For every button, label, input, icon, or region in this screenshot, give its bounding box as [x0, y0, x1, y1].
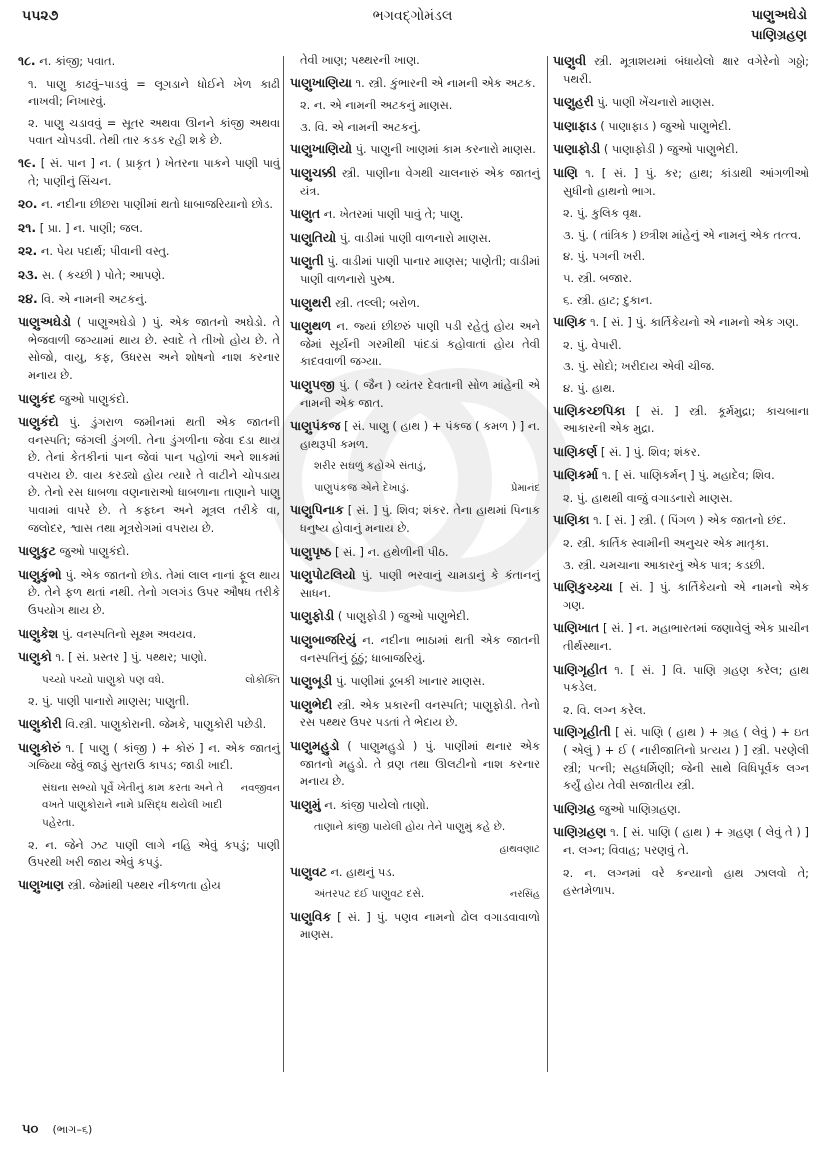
- headword: પાણુપૃષ્ઠ: [290, 543, 332, 559]
- definition: ( પાણુમહુડો ) પું. પાણીમાં થનાર એક જાતનો મહુડો. તે વ્રણ તથા ઊલટીનો નાશ કરનાર મનાય છે.: [300, 739, 540, 789]
- dictionary-entry: [553, 661, 809, 697]
- headword: પાણિગ્રહ: [553, 800, 596, 816]
- definition: સ્ત્રી. જેમાંથી પથ્થર નીકળતા હોય: [67, 877, 221, 892]
- headword: પાણુમહુડો: [290, 738, 340, 753]
- sub-sense: ૬. સ્ત્રી. હાટ; દુકાન.: [563, 292, 653, 307]
- definition: [ સં. પાન ] ન. ( પ્રાકૃત ) ખેતરના પાકને પાણી પાવું તે; પાણીનું સિંચન.: [28, 155, 280, 188]
- dictionary-entry: [290, 796, 540, 815]
- column-middle: [290, 52, 540, 949]
- sub-sense: ૪. પું. હાથ.: [563, 380, 616, 395]
- definition: પું. ( જૈન ) વ્યંતર દેવતાની સોળ માંહેની એ નામની એક જાત.: [300, 377, 540, 410]
- headword: પાણુહરી: [553, 94, 594, 110]
- definition: વિ. એ નામની અટકનું.: [41, 291, 148, 306]
- definition: [ સં. પાણુ ( હાથ ) + પંકજ ( કમળ ) ] ન. હાથરૂપી કમળ.: [300, 419, 540, 451]
- guide-word-first: પાણુઅઘેડો: [751, 8, 807, 23]
- headword: પાણિક: [553, 314, 587, 330]
- headword: પાણાફાડ: [553, 117, 597, 133]
- dictionary-entry: [553, 140, 809, 159]
- sub-sense: ૨. વિ. લગ્ન કરેલ.: [563, 702, 647, 717]
- sub-sense: ૩. સ્ત્રી. ચમચાના આકારનું એક પાત્ર; કડછી.: [563, 557, 766, 572]
- guide-words: [751, 6, 807, 46]
- definition: ૧. [ સં. ] વિ. પાણિ ગ્રહણ કરેલ; હાથ પકડેલ.: [563, 662, 809, 695]
- headword: પાણુકંદ: [18, 390, 56, 406]
- dictionary-entry: [18, 313, 280, 384]
- definition: [ સં. ] પું. શિવ; શંકર. તેના હાથમાં પિનાક ધનુષ્ય હોવાનું મનાય છે.: [300, 503, 541, 536]
- citation: [290, 458, 540, 476]
- dictionary-entry: [290, 672, 540, 691]
- definition: સ્ત્રી. એક પ્રકારની વનસ્પતિ; પાણુફોડી. તેનો રસ પથ્થર ઉપર પડતાં તે ભેદાય છે.: [300, 697, 540, 730]
- headword: પાણુબાજરિયું: [290, 632, 356, 648]
- citation-text: શરીર સઘળું કહોએ સંતાડું,: [314, 460, 427, 473]
- definition: ( પાણુઅઘેડો ) પું. એક જાતનો અઘેડો. તે ભેજવાળી જગ્યામાં થાય છે. સ્વાદે તે તીખો હોય છે. તે સોજો, વાયુ, કફ, ઉધરસ અને શોષનો નાશ કરનાર મનાય છે.: [28, 315, 280, 382]
- definition: પું. પાણી ખેંચનારો માણસ.: [597, 95, 715, 110]
- dictionary-entry: [18, 219, 280, 238]
- headword: પાણુમું: [290, 796, 321, 812]
- headword: પાણુકોરું: [18, 739, 61, 755]
- page-title: ભગવદ્ગોમંડલ: [372, 8, 453, 24]
- definition: સ્ત્રી. પાણીના વેગથી ચાલનારું એક જાતનું યંત્ર.: [300, 165, 540, 198]
- definition: પું. વાડીમાં પાણી પાનાર માણસ; પાણેતી; વાડીમાં પાણી વાળનારો પુરુષ.: [300, 254, 540, 286]
- headword: પાણિગ્રહણ: [553, 824, 607, 840]
- dictionary-entry: [553, 511, 809, 530]
- dictionary-entry: [553, 578, 809, 614]
- dictionary-entry: [290, 631, 540, 667]
- definition: ( પાણુફોડી ) જુઓ પાણુભેદી.: [337, 609, 470, 624]
- definition: પું. પાણુની ખાણમાં કામ કરનારો માણસ.: [355, 142, 536, 157]
- citation-source: નરસિંહ: [509, 889, 540, 901]
- headword: પાણુકુંભો: [18, 566, 62, 582]
- headword: પાણુપજી: [290, 376, 335, 392]
- headword: પાણુખાણિયો: [290, 141, 352, 157]
- sub-sense: ૨. પું. કુલિક વૃક્ષ.: [563, 206, 642, 221]
- sub-sense: ૨. પું. પાણી પાનારો માણસ; પાણુતી.: [28, 694, 190, 709]
- headword: પાણિકુચ્ચ્ર્ચા: [553, 579, 613, 595]
- dictionary-entry: [290, 140, 540, 159]
- dictionary-entry: [290, 863, 540, 882]
- dictionary-entry: [290, 908, 540, 944]
- definition: [ સં. ] ન. હથેળીની પીઠ.: [334, 544, 449, 559]
- dictionary-entry: [18, 715, 280, 734]
- citation-source: હાથવણાટ: [499, 843, 540, 855]
- dictionary-entry: [553, 117, 809, 136]
- citation-text: પચ્યો પચ્યો પાણુકો પણ વધે.: [42, 673, 165, 686]
- dictionary-entry: [18, 625, 280, 644]
- dictionary-entry: [553, 313, 809, 332]
- dictionary-entry: [290, 543, 540, 562]
- definition: ૧. [ સં. ] પું. કર; હાથ; કાંડાથી આંગળીઓ સુધીનો હાથનો ભાગ.: [563, 165, 809, 198]
- headword: પાણુકુટ: [18, 543, 56, 559]
- headword: પાણુચક્કી: [290, 164, 337, 180]
- footer-volume: (ભાગ–૬): [52, 1123, 93, 1136]
- dictionary-entry: [290, 205, 540, 224]
- citation: [290, 841, 540, 859]
- dictionary-entry: [290, 566, 540, 602]
- dictionary-entry: [18, 542, 280, 561]
- headword: પાણિકા: [553, 512, 590, 528]
- dictionary-entry: [18, 390, 280, 409]
- sub-sense: ૪. પું. પગની ખરી.: [563, 249, 646, 264]
- headword: પાણુકો: [18, 649, 52, 665]
- definition: ૧. [ સં. પાણિકર્મન્ ] પું. મહાદેવ; શિવ.: [601, 468, 775, 483]
- dictionary-entry: [553, 164, 809, 200]
- dictionary-entry: [290, 229, 540, 248]
- definition: ન. હાથનું પડ.: [330, 864, 396, 879]
- citation-text: સંઘના સભ્યો પૂર્વે ખેતીનું કામ કરતા અને તે વખતે પાણુકોરાને નામે પ્રસિદ્ધ થયેલી ખાદી પહેરતા.: [42, 781, 224, 829]
- headword: પાણિકર્ણ: [553, 443, 598, 459]
- headword: પાણુભેદી: [290, 696, 333, 712]
- dictionary-entry: [18, 266, 280, 285]
- page-header: [0, 0, 825, 50]
- citation: [18, 672, 280, 690]
- sub-sense: ૨. ન. લગ્નમાં વરે કન્યાનો હાથ ઝાલવો તે; હસ્તમેળાપ.: [563, 865, 809, 898]
- dictionary-entry: [18, 876, 280, 895]
- headword: પાણુખાણ: [18, 876, 64, 892]
- definition: ૧. સ્ત્રી. કુંભારની એ નામની એક અટક.: [355, 75, 536, 90]
- citation-source: પ્રેમાનંદ: [510, 482, 540, 494]
- definition: સ્ત્રી. તલ્લી; બરોળ.: [334, 295, 420, 310]
- sub-sense: ૩. પું. ( તાંત્રિક ) છત્રીશ માંહેનું એ નામનું એક તત્ત્વ.: [563, 227, 802, 242]
- definition: ન. નદીના ભાઠામાં થતી એક જાતની વનસ્પતિનું ઠૂંઠું; ધાબાજરિયું.: [300, 633, 540, 665]
- dictionary-entry: [553, 723, 809, 794]
- headword: પાણુતી: [290, 253, 324, 269]
- dictionary-entry: [553, 619, 809, 655]
- headword: પાણુતિયો: [290, 229, 337, 245]
- dictionary-entry: [18, 648, 280, 667]
- definition: જુઓ પાણુકંદો.: [59, 391, 130, 406]
- headword: પાણુકેશ: [18, 625, 59, 641]
- definition: ૧. [ સં. પ્રસ્તર ] પું. પથ્થર; પાણો.: [55, 650, 208, 665]
- definition: ૧. [ સં. પાણિ ( હાથ ) + ગ્રહણ ( લેવું તે ) ] ન. લગ્ન; વિવાહ; પરણવું તે.: [563, 825, 809, 857]
- dictionary-entry: [18, 52, 280, 71]
- headword: પાણુખાણિયા: [290, 74, 352, 90]
- headword: પાણિખાત: [553, 620, 600, 636]
- dictionary-entry: [553, 52, 809, 88]
- definition: ન. કાંજી; પવાત.: [39, 54, 116, 68]
- definition: [ સં. ] સ્ત્રી. કૂર્મમુદ્રા; કાચબાના આકારની એક મુદ્રા.: [563, 403, 809, 436]
- citation: [290, 819, 540, 837]
- footer-page-number: ૫૦: [22, 1122, 39, 1137]
- headword: ૨૦.: [18, 196, 38, 212]
- definition: ૧. [ પાણુ ( કાંજી ) + કોરું ] ન. એક જાતનું ગજિયા જેવું જાડું સુતરાઉ કાપડ; જાડી ખાદી.: [28, 740, 280, 773]
- definition: ન. જ્યાં છીછરું પાણી પડી રહેતું હોય અને જેમાં સૂર્યની ગરમીથી પાંદડાં કહોવાતાં હોય તેવી કાદવવાળી જગ્યા.: [300, 319, 540, 369]
- dictionary-entry: [553, 800, 809, 819]
- definition: ૧. [ સં. ] સ્ત્રી. ( પિંગળ ) એક જાતનો છંદ.: [593, 513, 787, 528]
- headword: પાણિકર્મા: [553, 467, 599, 483]
- definition: [ સં. ] પું. શિવ; શંકર.: [600, 444, 701, 459]
- dictionary-entry: [553, 466, 809, 485]
- dictionary-entry: [18, 566, 280, 620]
- sub-sense: ૨. ન. એ નામની અટકનું માણસ.: [300, 98, 453, 113]
- headword: ૨૨.: [18, 243, 38, 259]
- sub-sense: ૧. પાણુ કાઢવું–પાડવું = લૂગડાને ધોઈને ખેળ કાઢી નાખવી; નિખારવું.: [28, 76, 280, 109]
- definition: ન. પેય પદાર્થ; પીવાની વસ્તુ.: [40, 244, 170, 259]
- sub-sense: ૨. પાણુ ચડાવવું = સૂતર અથવા ઊનને કાંજી અથવા પવાત ચોપડવી. તેથી તાર કડક રહી શકે છે.: [28, 115, 280, 148]
- sub-sense: ૨. ન. જેને ઝટ પાણી લાગે નહિ એવું કપડું; પાણી ઉપરથી ખરી જાય એવું કપડું.: [28, 837, 280, 870]
- citation-text: તાણાને કાંજી પાયેલી હોય તેને પાણુમું કહે છે.: [314, 821, 506, 834]
- dictionary-entry: [553, 823, 809, 859]
- definition: સ્ત્રી. મૂત્રાશયમાં બંધાયેલો ક્ષાર વગેરેનો ગઠ્ઠો; પથરી.: [563, 54, 809, 86]
- definition: જુઓ પાણુકંદો.: [59, 544, 130, 559]
- sub-sense: ૫. સ્ત્રી. બજાર.: [563, 270, 633, 285]
- dictionary-entry: [290, 317, 540, 371]
- citation: [18, 780, 280, 833]
- dictionary-entry: [290, 164, 540, 200]
- sub-sense: ૨. પું. વેપારી.: [563, 337, 622, 352]
- dictionary-entry: [290, 607, 540, 626]
- definition: પું. પાણીમાં ડૂબકી ખાનાર માણસ.: [335, 674, 486, 689]
- definition: સ. ( કચ્છી ) પોતે; આપણે.: [41, 267, 165, 282]
- definition: પું. એક જાતનો છોડ. તેમાં લાલ નાનાં ફૂલ થાય છે. તેને ફળ થતાં નથી. તેનો ગલગંડ ઉપર ઔષધ તરીકે ઉપયોગ થાય છે.: [28, 567, 280, 618]
- definition: ન. નદીના છીછરા પાણીમાં થતો ધાબાજરિયાનો છોડ.: [41, 197, 273, 212]
- sub-sense: ૨. પું. હાથથી વાજું વગાડનારો માણસ.: [563, 490, 733, 505]
- guide-word-last: પાણિગ્રહણ: [751, 28, 807, 43]
- headword: પાણુવિક: [290, 908, 332, 924]
- column-right: [553, 52, 809, 904]
- headword: ૧૯.: [18, 154, 37, 170]
- definition: [ સં. ] ન. મહાભારતમાં જણાવેલું એક પ્રાચીન તીર્થસ્થાન.: [563, 621, 809, 654]
- headword: પાણુઅઘેડો: [18, 314, 71, 330]
- dictionary-entry: [290, 737, 540, 791]
- citation: [290, 480, 540, 498]
- definition: પું. ડુંગરાળ જમીનમાં થતી એક જાતની વનસ્પતિ; જંગલી ડુંગળી. તેના ડુંગળીના જેવા દડા થાય છે. તેનાં કેતકીનાં પાન જેવાં પાન પહોળાં અને શાકમાં વપરાય છે. વાય કરડ્યો હોય ત્યારે તે વાટીને ચોપડાય છે. તેનો રસ ધાબળા વણનારાઓ ધાબળાના તાણાને પાણુ પાવામાં વાપરે છે. તે કફઘ્ન અને મૂત્રલ તરીકે વા, જલોદર, શ્વાસ તથા મૂત્રરોગમાં વપરાય છે.: [28, 415, 280, 535]
- citation-text: અંતરપટ દઈ પાણુવટ દસે.: [314, 888, 425, 901]
- definition: પું. પાણી ભરવાનું ચામડાનું કે કંતાનનું સાધન.: [300, 568, 540, 600]
- headword: પાણુપિનાક: [290, 502, 344, 518]
- headword: ૨૪.: [18, 290, 38, 306]
- page-footer: [22, 1122, 92, 1137]
- dictionary-entry: [18, 154, 280, 190]
- dictionary-entry: [290, 417, 540, 453]
- definition: વિ.સ્ત્રી. પાણુકોરાની. જેમકે, પાણુકોરી પછેડી.: [65, 717, 267, 731]
- dictionary-entry: [553, 402, 809, 438]
- headword: પાણિગૃહીત: [553, 661, 608, 677]
- citation-source: લોકોક્તિ: [245, 674, 280, 686]
- headword: પાણુપોટલિયો: [290, 567, 356, 583]
- dictionary-entry: [290, 696, 540, 732]
- headword: ૨૩.: [18, 266, 39, 282]
- headword: પાણુફોડી: [290, 608, 335, 624]
- headword: પાણુકંદો: [18, 414, 59, 430]
- definition: ૧. [ સં. ] પું. કાર્તિકેયનો એ નામનો એક ગણ.: [590, 315, 799, 330]
- dictionary-entry: [290, 376, 540, 412]
- sub-sense: ૩. વિ. એ નામની અટકનું.: [300, 119, 421, 134]
- dictionary-entry: [290, 252, 540, 288]
- dictionary-entry: [290, 294, 540, 313]
- column-divider: [283, 56, 284, 1072]
- headword: પાણિ: [553, 164, 578, 180]
- sub-sense: ૨. સ્ત્રી. કાર્તિક સ્વામીની અનુચર એક માતૃકા.: [563, 536, 770, 551]
- definition: ન. ખેતરમાં પાણી પાવું તે; પાણુ.: [323, 207, 464, 222]
- citation-source: નવજીવન: [240, 782, 280, 794]
- sub-sense: ૩. પું. સોદો; ખરીદાય એવી ચીજ.: [563, 359, 715, 374]
- definition: [ સં. ] પું. પણવ નામનો ઢોલ વગાડવાવાળો માણસ.: [300, 909, 540, 942]
- definition: ( પાણાફાડ ) જુઓ પાણુભેદી.: [600, 118, 732, 133]
- definition: [ સં. ] પું. કાર્તિકેયનો એ નામનો એક ગણ.: [563, 580, 809, 612]
- column-divider: [547, 56, 548, 1072]
- headword: પાણાફોડી: [553, 141, 601, 157]
- headword: ૧૮.: [18, 53, 36, 68]
- definition: પું. વનસ્પતિનો સૂક્ષ્મ અવયવ.: [61, 626, 197, 641]
- headword: ૨૧.: [18, 219, 37, 235]
- headword: પાણુબૂડી: [290, 673, 333, 689]
- citation: [290, 886, 540, 904]
- definition: જુઓ પાણિગ્રહણ.: [599, 801, 681, 816]
- column-left: [18, 52, 280, 899]
- headword: પાણુથળ: [290, 318, 332, 334]
- dictionary-entry: [18, 290, 280, 309]
- dictionary-entry: [553, 443, 809, 462]
- headword: પાણુપંકજ: [290, 418, 341, 434]
- dictionary-entry: [18, 739, 280, 775]
- dictionary-entry: [290, 74, 540, 93]
- dictionary-entry: [18, 242, 280, 261]
- definition: [ સં. પાણિ ( હાથ ) + ગ્રહ ( લેવું ) + ઇત ( એલું ) + ઈ ( નારીજાતિનો પ્રત્યય ) ] સ્ત્રી. પરણેલી સ્ત્રી; પત્ની; સહધર્મિણી; જેની સાથે વિધિપૂર્વક લગ્ન કર્યું હોય તેવી સજાતીય સ્ત્રી.: [563, 725, 810, 793]
- headword: પાણિકચ્છપિકા: [553, 402, 626, 418]
- headword: પાણુત: [290, 206, 321, 222]
- dictionary-entry: [553, 93, 809, 112]
- page-number: ૫૫૨૭: [22, 8, 59, 24]
- definition: ( પાણાફોડી ) જુઓ પાણુભેદી.: [603, 142, 739, 157]
- dictionary-entry: [18, 195, 280, 214]
- definition: પું. વાડીમાં પાણી વાળનારો માણસ.: [339, 230, 492, 245]
- dictionary-entry: [18, 413, 280, 537]
- headword: પાણુવટ: [290, 863, 327, 879]
- headword: પાણિગૃહીતી: [553, 724, 611, 740]
- dictionary-entry: [290, 501, 540, 537]
- sub-sense: તેવી ખાણ; પથ્થરની ખાણ.: [300, 53, 420, 67]
- definition: ન. કાંજી પાયેલો તાણો.: [324, 797, 430, 812]
- headword: પાણુવી: [553, 53, 587, 68]
- headword: પાણુથરી: [290, 294, 332, 310]
- definition: [ પ્રા. ] ન. પાણી; જલ.: [39, 220, 143, 235]
- headword: પાણુકોરી: [18, 716, 62, 731]
- citation-text: પાણુપંકજ એને દેખાડું.: [314, 481, 410, 494]
